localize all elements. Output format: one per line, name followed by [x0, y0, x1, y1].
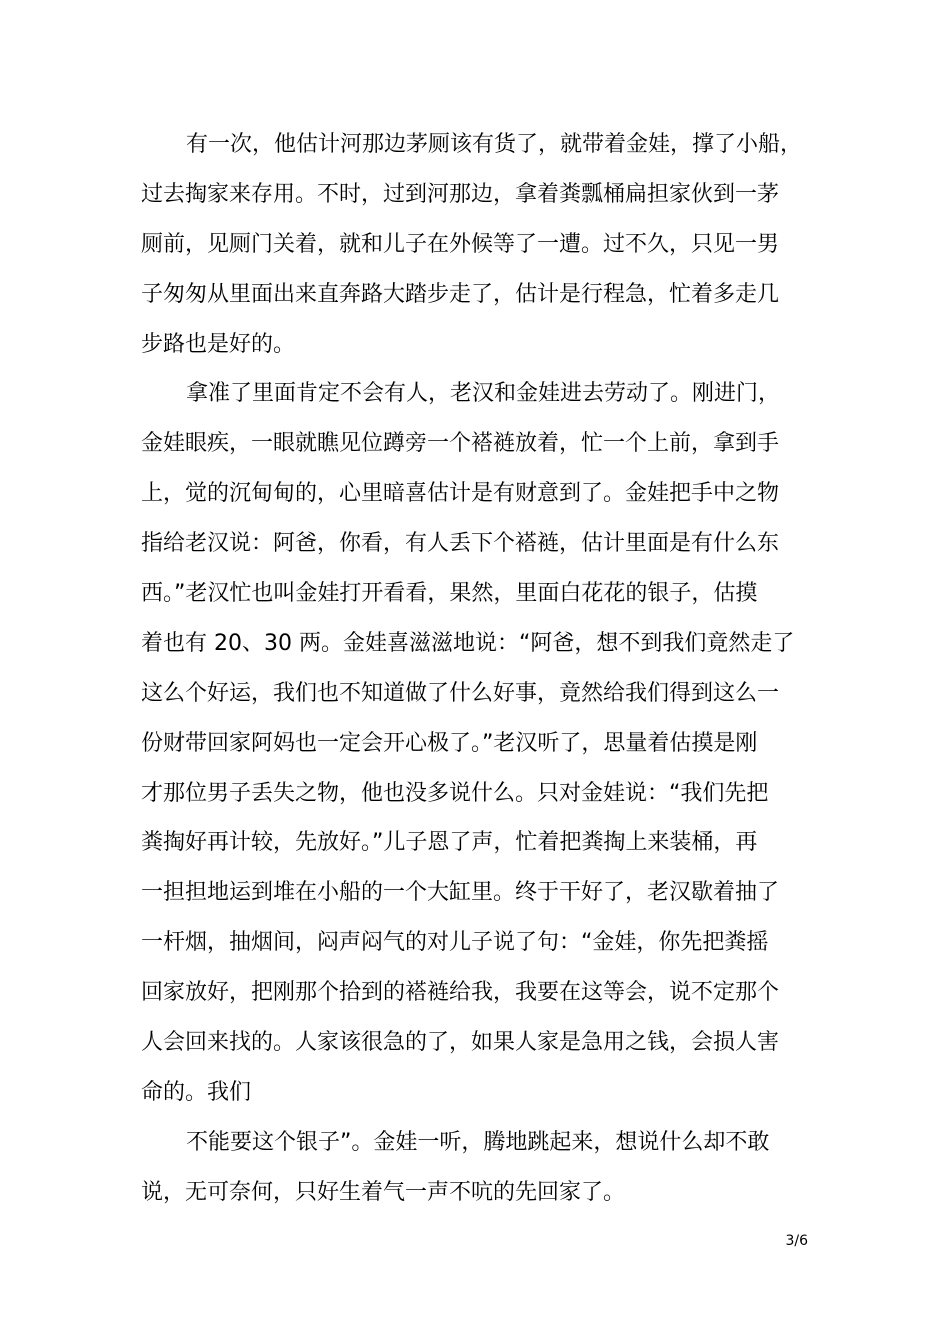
text-line: 步路也是好的。	[141, 331, 296, 357]
text-line: 粪掏好再计较，先放好。”儿子恩了声，忙着把粪掏上来装桶，再	[141, 830, 758, 856]
text-line: 有一次，他估计河那边茅厕该有货了，就带着金娃，撑了小船，	[186, 132, 803, 157]
text-line: 指给老汉说：阿爸，你看，有人丢下个褡裢，估计里面是有什么东	[141, 531, 780, 557]
text-line: 西。”老汉忙也叫金娃打开看看，果然，里面白花花的银子，估摸	[141, 581, 758, 607]
text-line: 份财带回家阿妈也一定会开心极了。”老汉听了，思量着估摸是刚	[141, 730, 758, 756]
text-line: 一杆烟，抽烟间，闷声闷气的对儿子说了句：“金娃，你先把粪摇	[141, 930, 769, 956]
text-line: 命的。我们	[141, 1079, 252, 1105]
text-line: 金娃眼疾，一眼就瞧见位蹲旁一个褡裢放着，忙一个上前，拿到手	[141, 431, 780, 457]
body-text	[141, 120, 813, 1218]
text-line: 说，无可奈何，只好生着气一声不吭的先回家了。	[141, 1179, 626, 1205]
text-line: 回家放好，把刚那个拾到的褡裢给我，我要在这等会，说不定那个	[141, 980, 780, 1006]
paragraph-1	[141, 120, 813, 369]
text-line: 拿准了里面肯定不会有人，老汉和金娃进去劳动了。刚进门，	[186, 381, 781, 407]
text-line: 一担担地运到堆在小船的一个大缸里。终于干好了，老汉歇着抽了	[141, 880, 780, 906]
text-line: 过去掏家来存用。不时，过到河那边，拿着粪瓢桶扁担家伙到一茅	[141, 181, 780, 207]
text-line: 不能要这个银子”。金娃一听，腾地跳起来，想说什么却不敢	[186, 1129, 770, 1155]
page-number: 3/6	[785, 1233, 808, 1249]
text-line: 厕前，见厕门关着，就和儿子在外候等了一遭。过不久，只见一男	[141, 231, 780, 257]
text-line: 才那位男子丢失之物，他也没多说什么。只对金娃说：“我们先把	[141, 780, 769, 806]
text-line: 这么个好运，我们也不知道做了什么好事，竟然给我们得到这么一	[141, 680, 780, 706]
paragraph-3	[141, 1118, 813, 1218]
text-line: 上，觉的沉甸甸的，心里暗喜估计是有财意到了。金娃把手中之物	[141, 481, 780, 507]
text-line: 着也有 20、30 两。金娃喜滋滋地说：“阿爸，想不到我们竟然走了	[141, 630, 795, 656]
paragraph-2	[141, 369, 813, 1117]
text-line: 人会回来找的。人家该很急的了，如果人家是急用之钱，会损人害	[141, 1030, 780, 1056]
text-line: 子匆匆从里面出来直奔路大踏步走了，估计是行程急，忙着多走几	[141, 281, 780, 307]
